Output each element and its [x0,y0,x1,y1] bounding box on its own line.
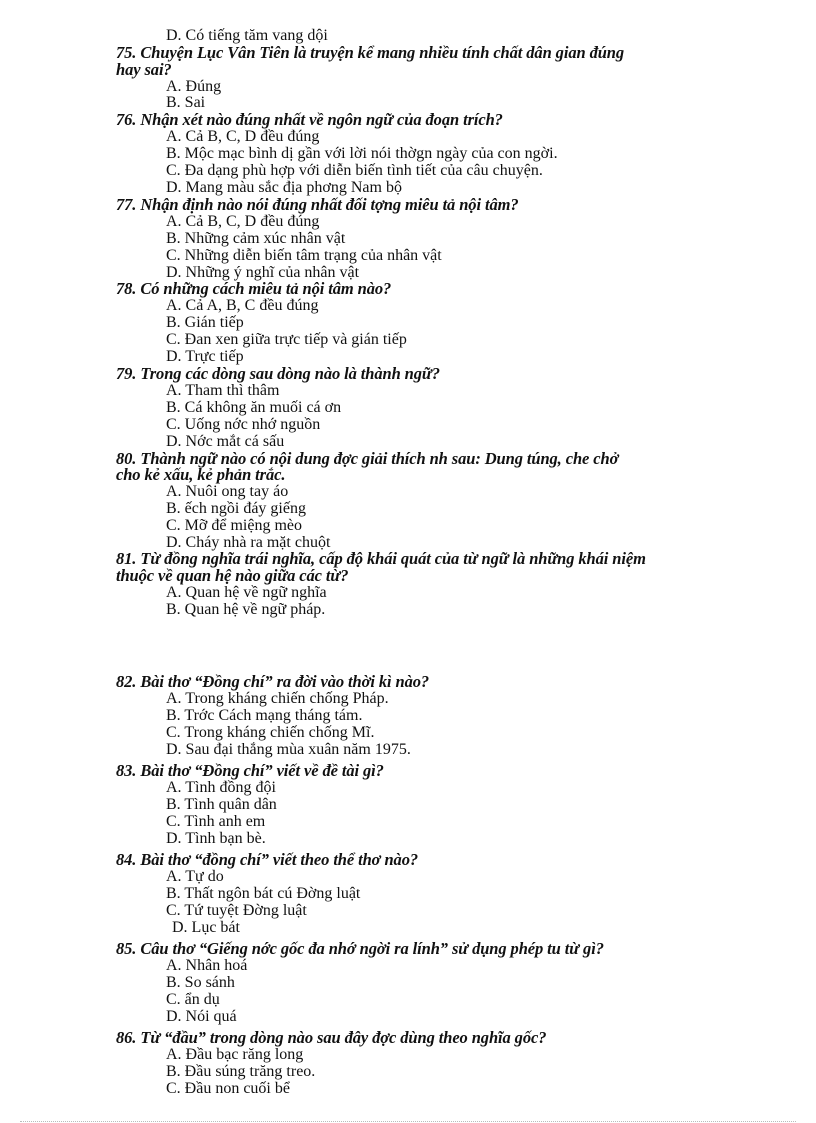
option-77-a: A. Cả B, C, D đều đúng [166,213,320,230]
option-79-c: C. Uống nớc nhớ nguồn [166,416,321,433]
option-84-d: D. Lục bát [172,919,240,936]
option-76-a: A. Cả B, C, D đều đúng [166,128,320,145]
question-79: 79. Trong các dòng sau dòng nào là thành ngữ? [116,364,440,383]
option-78-c: C. Đan xen giữa trực tiếp và gián tiếp [166,331,407,348]
option-80-b: B. ếch ngồi đáy giếng [166,500,306,517]
question-81-cont: thuộc về quan hệ nào giữa các từ? [116,566,349,585]
option-79-d: D. Nớc mắt cá sấu [166,433,285,450]
option-78-a: A. Cả A, B, C đều đúng [166,297,319,314]
option-77-c: C. Những diễn biến tâm trạng của nhân vật [166,247,442,264]
option-74-d: D. Có tiếng tăm vang dội [166,27,328,44]
option-76-b: B. Mộc mạc bình dị gần với lời nói thờgn ngày của con ngời. [166,145,558,162]
question-76: 76. Nhận xét nào đúng nhất về ngôn ngữ của đoạn trích? [116,110,503,129]
option-84-c: C. Tứ tuyệt Đờng luật [166,902,307,919]
option-83-b: B. Tình quân dân [166,796,277,813]
option-80-d: D. Cháy nhà ra mặt chuột [166,534,331,551]
option-80-c: C. Mỡ để miệng mèo [166,517,302,534]
option-85-b: B. So sánh [166,974,235,991]
option-85-a: A. Nhân hoá [166,957,248,974]
page-bottom-divider [20,1121,796,1122]
option-75-a: A. Đúng [166,78,222,95]
option-85-c: C. ẩn dụ [166,991,220,1008]
option-81-a: A. Quan hệ về ngữ nghĩa [166,584,327,601]
question-86: 86. Từ “đầu” trong dòng nào sau đây đợc dùng theo nghĩa gốc? [116,1028,547,1047]
question-84: 84. Bài thơ “đồng chí” viết theo thể thơ nào? [116,850,418,869]
option-78-b: B. Gián tiếp [166,314,244,331]
option-82-a: A. Trong kháng chiến chống Pháp. [166,690,389,707]
question-78: 78. Có những cách miêu tả nội tâm nào? [116,279,392,298]
option-75-b: B. Sai [166,94,206,111]
question-85: 85. Câu thơ “Giếng nớc gốc đa nhớ ngời ra lính” sử dụng phép tu từ gì? [116,939,604,958]
question-82: 82. Bài thơ “Đồng chí” ra đời vào thời kì nào? [116,672,430,691]
option-86-a: A. Đầu bạc răng long [166,1046,304,1063]
option-79-b: B. Cá không ăn muối cá ơn [166,399,342,416]
question-81: 81. Từ đồng nghĩa trái nghĩa, cấp độ khái quát của từ ngữ là những khái niệm [116,549,646,568]
option-82-c: C. Trong kháng chiến chống Mĩ. [166,724,375,741]
option-84-a: A. Tự do [166,868,224,885]
option-80-a: A. Nuôi ong tay áo [166,483,289,500]
option-76-d: D. Mang màu sắc địa phơng Nam bộ [166,179,402,196]
option-82-d: D. Sau đại thắng mùa xuân năm 1975. [166,741,411,758]
option-77-b: B. Những cảm xúc nhân vật [166,230,346,247]
option-77-d: D. Những ý nghĩ của nhân vật [166,264,360,281]
question-80-cont: cho kẻ xấu, kẻ phản trắc. [116,465,286,484]
question-75-cont: hay sai? [116,60,172,79]
option-86-c: C. Đầu non cuối bể [166,1080,290,1097]
option-86-b: B. Đầu súng trăng treo. [166,1063,316,1080]
question-83: 83. Bài thơ “Đồng chí” viết về đề tài gì? [116,761,384,780]
option-79-a: A. Tham thì thâm [166,382,280,399]
option-84-b: B. Thất ngôn bát cú Đờng luật [166,885,361,902]
option-83-a: A. Tình đồng đội [166,779,276,796]
option-82-b: B. Trớc Cách mạng tháng tám. [166,707,363,724]
question-80: 80. Thành ngữ nào có nội dung đợc giải thích nh sau: Dung túng, che chở [116,449,619,468]
option-81-b: B. Quan hệ về ngữ pháp. [166,601,326,618]
question-77: 77. Nhận định nào nói đúng nhất đối tợng miêu tả nội tâm? [116,195,519,214]
option-85-d: D. Nói quá [166,1008,237,1025]
option-83-d: D. Tình bạn bè. [166,830,266,847]
option-83-c: C. Tình anh em [166,813,266,830]
option-76-c: C. Đa dạng phù hợp với diễn biến tình tiết của câu chuyện. [166,162,543,179]
option-78-d: D. Trực tiếp [166,348,244,365]
question-75: 75. Chuyện Lục Vân Tiên là truyện kể mang nhiều tính chất dân gian đúng [116,43,625,62]
